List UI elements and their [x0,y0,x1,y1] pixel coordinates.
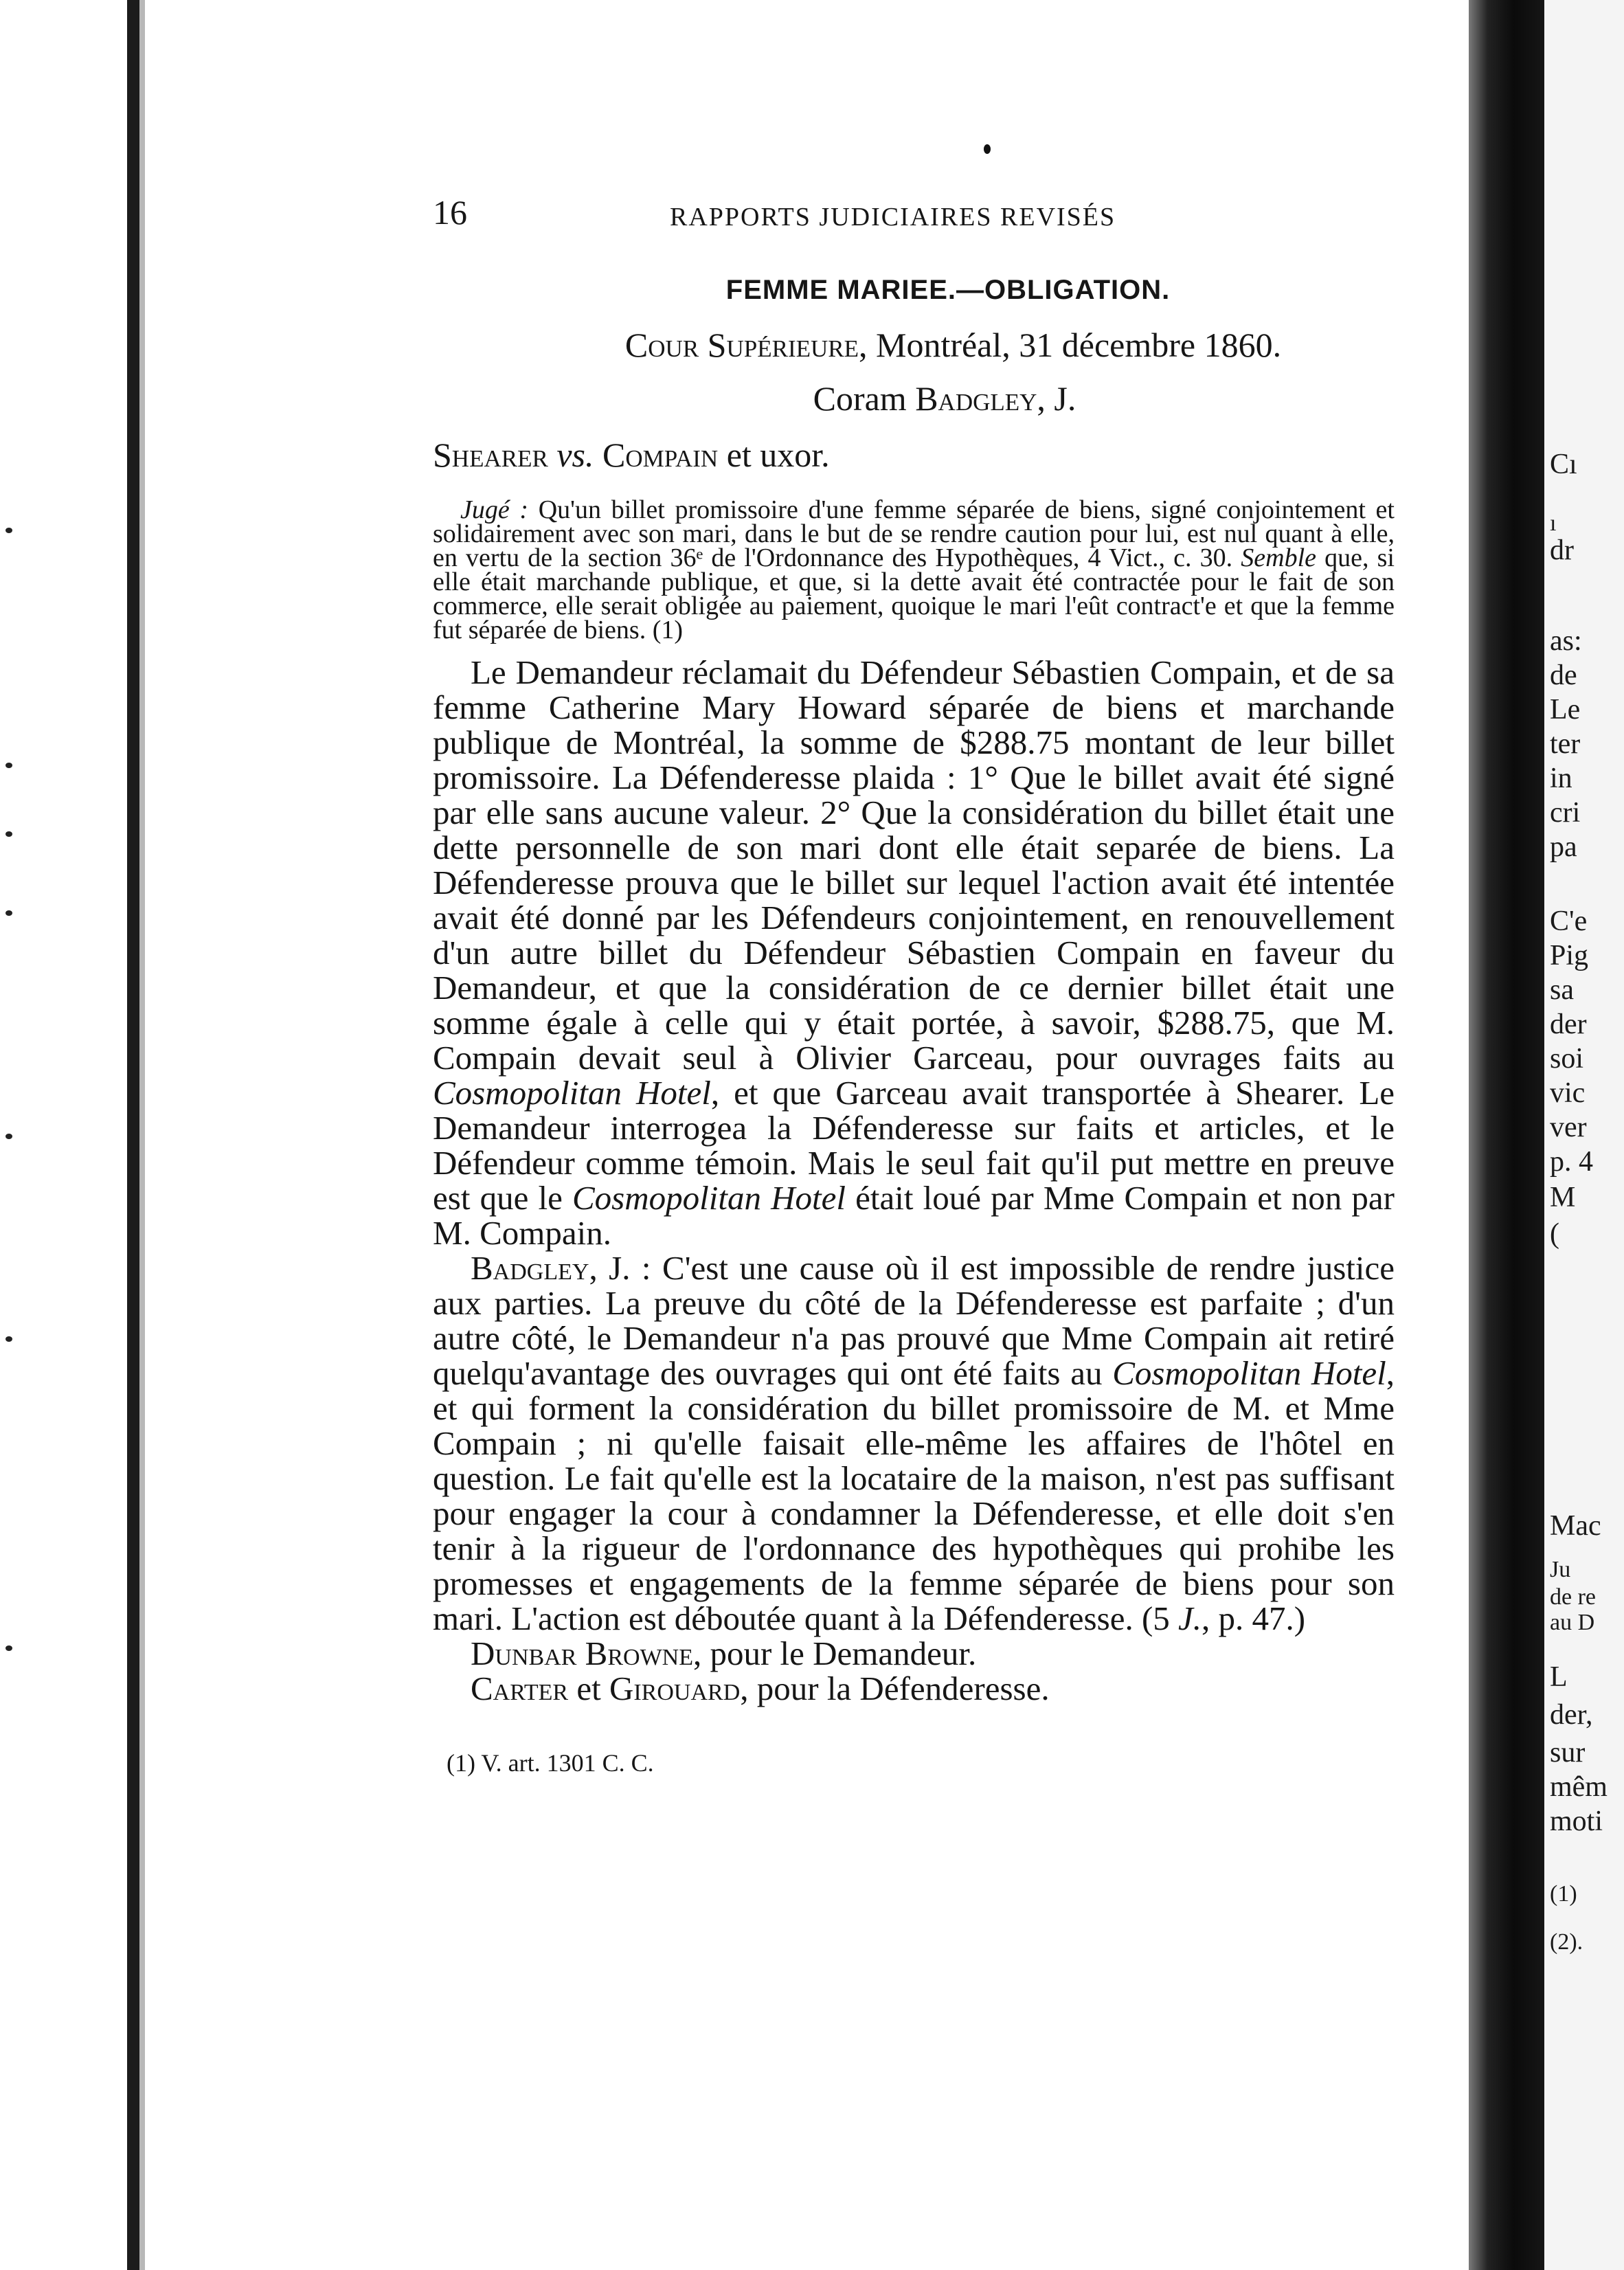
adjacent-fragment: der [1550,1009,1587,1040]
adjacent-fragment: cri [1550,797,1581,829]
counsel-role: , pour la Défenderesse. [740,1670,1050,1707]
plaintiff-name: Shearer [433,436,548,474]
adjacent-fragment: as: [1550,625,1582,657]
adjacent-fragment: ( [1550,1218,1559,1250]
coram-line [495,379,1395,418]
adjacent-fragment: soi [1550,1043,1584,1075]
adjacent-fragment: der, [1550,1699,1593,1731]
counsel-plaintiff [433,1636,1395,1671]
adjacent-fragment: ı [1550,510,1557,536]
judgment-body [433,655,1395,1706]
adjacent-fragment: ver [1550,1112,1587,1143]
scan-left-margin [0,0,137,2270]
versus: vs. [548,436,602,474]
adjacent-fragment: moti [1550,1806,1603,1837]
judgment-text-1: , J. : C'est une cause où il est impossible de rendre justice aux parties. La preuve du côté de la Défenderesse est parfaite ; d'un autre côté, le Demandeur n'a pas prouvé que Mme Compain ait retiré quelqu'avantage des ouvrages qui ont été faits au [433,1249,1395,1392]
adjacent-fragment: Cı [1550,449,1577,480]
judgment-text-3: , p. 47.) [1202,1599,1306,1637]
adjacent-fragment: vic [1550,1077,1586,1109]
counsel-name: Dunbar Browne [471,1634,693,1672]
judge-suffix: , J. [1037,379,1076,418]
scan-speck [984,144,991,154]
adjacent-fragment: sur [1550,1737,1586,1768]
adjacent-fragment: Le [1550,694,1581,726]
defendant-name: Compain [602,436,719,474]
hotel-name: Cosmopolitan Hotel [1112,1354,1386,1392]
section-title: FEMME MARIEE.—OBLIGATION. [725,275,1171,305]
hotel-name: Cosmopolitan Hotel [572,1179,846,1217]
book-page [433,192,1395,1777]
adjacent-fragment: dr [1550,535,1574,566]
adjacent-fragment: au D [1550,1610,1595,1635]
headnote-text-2: que, si elle était marchande publique, et que, si la dette avait été contractée pour le fait de son commerce, elle serait obligée au paiement, quoique le mari l'eût contract'e et que la femme fut séparée de biens. (1) [433,543,1395,644]
adjacent-fragment: de re [1550,1584,1597,1610]
running-title: RAPPORTS JUDICIAIRES REVISÉS [670,203,1116,232]
adjacent-fragment: sa [1550,974,1574,1006]
headnote [433,495,1395,644]
judge-name: Badgley [915,379,1037,418]
court-line [512,325,1395,365]
running-head [433,192,1395,234]
juge-label: Jugé : [460,495,529,524]
adjacent-fragment: Pig [1550,940,1589,971]
judgment-paragraph [433,1250,1395,1636]
adjacent-fragment: Mac [1550,1510,1601,1542]
facts-paragraph [433,655,1395,1250]
counsel-name: Carter [471,1670,569,1707]
adjacent-fragment: mêm [1550,1771,1608,1803]
adjacent-fragment: ter [1550,728,1581,760]
adjacent-page-edge [1544,0,1624,2270]
facts-text-1: Le Demandeur réclamait du Défendeur Sébastien Compain, et de sa femme Catherine Mary Howard séparée de biens et marchande publique de Montréal, la somme de $288.75 montant de leur billet promissoire. La Défenderesse plaida : 1° Que le billet avait été signé par elle sans aucune valeur. 2° Que la considération du billet était une dette personnelle de son mari dont elle était separée de biens. La Défenderesse prouva que le billet sur lequel l'action avait été intentée avait été donné par les Défendeurs conjointement, en renouvellement d'un autre billet du Défendeur Sébastien Compain en faveur du Demandeur, et que la considération de ce dernier billet était une somme égale à celle qui y était portée, à savoir, $288.75, que M. Compain devait seul à Olivier Garceau, pour ouvrages faits au [433,653,1395,1077]
court-date: Montréal, 31 décembre 1860. [867,326,1282,364]
scan-left-border [127,0,139,2270]
facts-text-2: , et que Garceau avait transportée à Shearer. Le Demandeur interrogea la Défenderesse sur faits et articles, et le Défendeur comme témoin. Mais le seul fait qu'il put mettre en preuve est que le [433,1074,1395,1217]
judge-name: Badgley [471,1249,589,1287]
adjacent-fragment: de [1550,660,1577,691]
coram-word: Coram [813,379,916,418]
adjacent-fragment: pa [1550,831,1577,863]
case-parties [433,435,1395,475]
scan-left-border-shadow [139,0,145,2270]
counsel-name: Girouard [609,1670,741,1707]
semble-label: Semble [1241,543,1317,572]
citation-volume: J. [1178,1599,1202,1637]
adjacent-fragment: C'e [1550,906,1588,937]
book-gutter [1469,0,1544,2270]
court-name: Cour Supérieure, [624,326,868,364]
judgment-text-2: , et qui forment la considération du billet promissoire de M. et Mme Compain ; ni qu'elle faisait elle-même les affaires de l'hôtel en question. Le fait qu'elle est la locataire de la maison, n'est pas suffisant pour engager la cour à condamner la Défenderesse, et elle doit s'en tenir à la rigueur de l'ordonnance des hypothèques qui prohibe les promesses et engagements de la femme séparée de biens pour son mari. L'action est déboutée quant à la Défenderesse. (5 [433,1354,1395,1637]
parties-suffix: et uxor. [718,436,830,474]
adjacent-fragment: L [1550,1661,1568,1693]
counsel-defendant [433,1671,1395,1706]
counsel-conjunction: et [568,1670,609,1707]
counsel-role: , pour le Demandeur. [692,1634,977,1672]
adjacent-fragment: (2). [1550,1929,1583,1955]
page-number: 16 [433,193,467,232]
facts-text-3: était loué par Mme Compain et non par M. Compain. [433,1179,1395,1252]
footnote: (1) V. art. 1301 C. C. [447,1749,654,1777]
adjacent-fragment: (1) [1550,1881,1577,1907]
adjacent-fragment: in [1550,763,1572,794]
adjacent-fragment: p. 4 [1550,1146,1593,1178]
headnote-text-1: Qu'un billet promissoire d'une femme séparée de biens, signé conjointement et solidairement avec son mari, dans le but de se rendre caution pour lui, est nul quant à elle, en vertu de la section 36ᵉ de l'Ordonnance des Hypothèques, 4 Vict., c. 30. [433,495,1395,572]
adjacent-fragment: M [1550,1182,1576,1213]
hotel-name: Cosmopolitan Hotel [433,1074,711,1112]
adjacent-fragment: Ju [1550,1557,1571,1582]
